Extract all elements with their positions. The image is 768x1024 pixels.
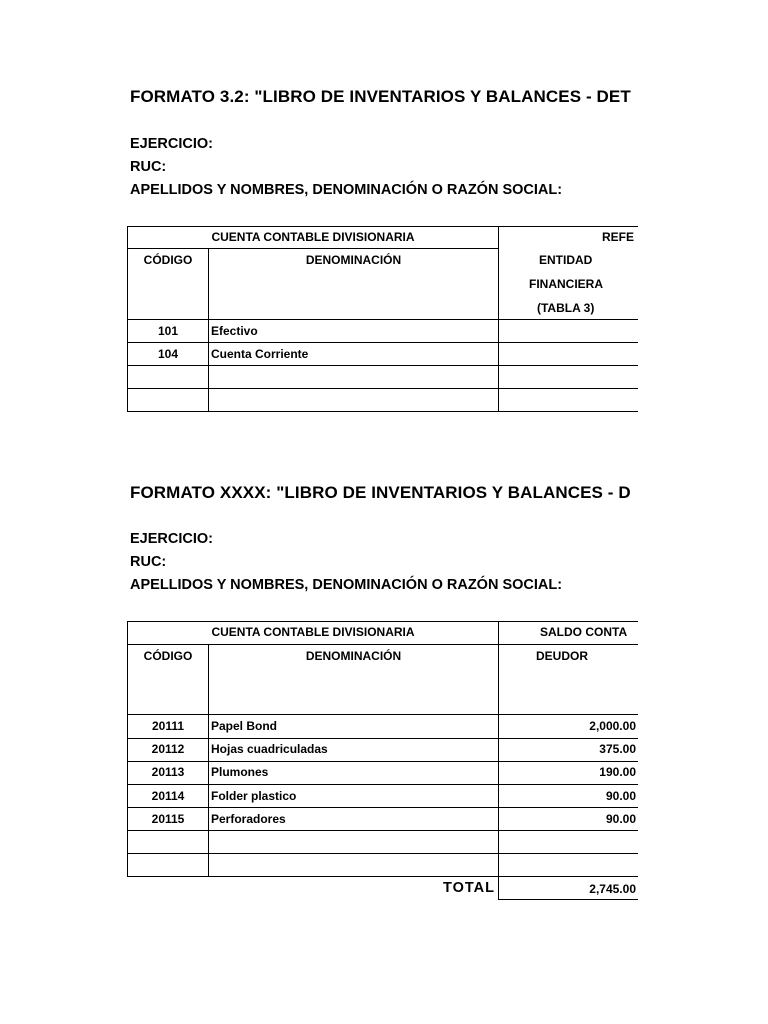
table-row-codigo: 101 (157, 324, 179, 338)
section2-col-codigo: CÓDIGO (143, 649, 193, 663)
section1-col-entidad-line2: FINANCIERA (529, 277, 603, 291)
total-label: TOTAL (443, 880, 495, 896)
table-row-denominacion: Perforadores (211, 812, 286, 826)
section2-col-denominacion: DENOMINACIÓN (305, 649, 402, 663)
section1-razon-social-label: APELLIDOS Y NOMBRES, DENOMINACIÓN O RAZÓN SOCIAL: (130, 182, 563, 198)
total-value: 2,745.00 (589, 882, 636, 896)
table-row-codigo: 20113 (151, 765, 185, 779)
table-row-denominacion: Cuenta Corriente (211, 347, 309, 361)
table-row-denominacion: Papel Bond (211, 719, 278, 733)
table-row-denominacion: Plumones (211, 765, 269, 779)
table-row-deudor: 90.00 (605, 812, 636, 826)
section2-title: FORMATO XXXX: "LIBRO DE INVENTARIOS Y BALANCES - D (130, 483, 631, 502)
table-row-codigo: 20112 (151, 742, 185, 756)
section1-col-entidad-line1: ENTIDAD (539, 253, 593, 267)
section1-referencia-header: REFE (602, 230, 635, 244)
section2-razon-social-label: APELLIDOS Y NOMBRES, DENOMINACIÓN O RAZÓN SOCIAL: (130, 577, 563, 593)
table-row-codigo: 20115 (151, 812, 185, 826)
section2-saldo-header: SALDO CONTA (540, 625, 628, 639)
table-row-codigo: 20111 (151, 719, 185, 733)
section2-ruc-label: RUC: (130, 554, 167, 570)
section1-ejercicio-label: EJERCICIO: (130, 136, 213, 152)
table-row-deudor: 90.00 (605, 789, 636, 803)
section2-col-deudor: DEUDOR (536, 649, 589, 663)
table-row-denominacion: Folder plastico (211, 789, 297, 803)
section2-ejercicio-label: EJERCICIO: (130, 531, 213, 547)
table-row-codigo: 20114 (151, 789, 185, 803)
section1-group-header: CUENTA CONTABLE DIVISIONARIA (211, 230, 415, 244)
table-row-codigo: 104 (157, 347, 179, 361)
section1-ruc-label: RUC: (130, 159, 167, 175)
table-row-denominacion: Efectivo (211, 324, 258, 338)
section1-col-codigo: CÓDIGO (143, 253, 193, 267)
section2-group-header: CUENTA CONTABLE DIVISIONARIA (211, 625, 415, 639)
section1-col-denominacion: DENOMINACIÓN (305, 253, 402, 267)
table-row-deudor: 190.00 (599, 765, 636, 779)
table-row-deudor: 375.00 (599, 742, 636, 756)
section1-col-entidad-line3: (TABLA 3) (537, 301, 595, 315)
section1-title: FORMATO 3.2: "LIBRO DE INVENTARIOS Y BALANCES - DET (130, 87, 631, 106)
table-row-denominacion: Hojas cuadriculadas (211, 742, 328, 756)
table-row-deudor: 2,000.00 (589, 719, 636, 733)
